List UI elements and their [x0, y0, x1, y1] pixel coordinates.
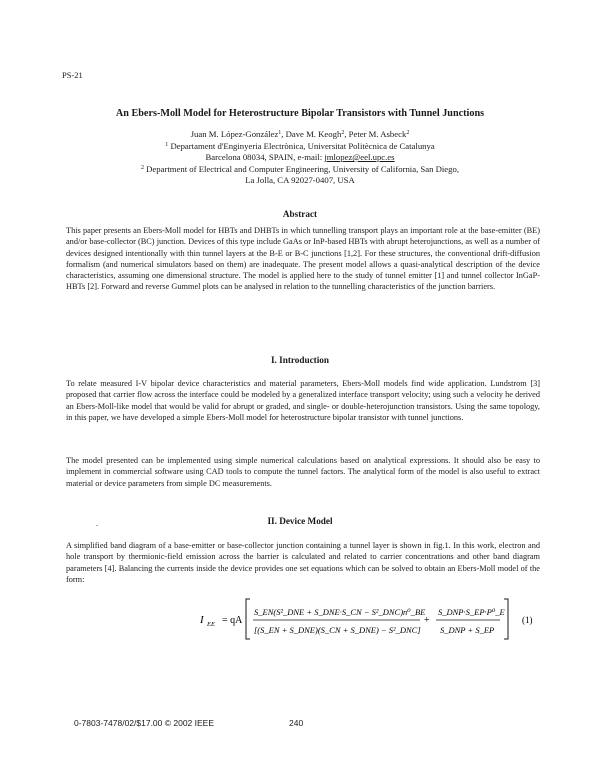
- equation-1: [200, 591, 540, 647]
- affiliation-1-city: Barcelona 08034, SPAIN, e-mail: jmlopez@eel.upc.es: [205, 152, 395, 162]
- eq-lhs-sub: EE: [207, 621, 215, 628]
- abstract-text: This paper presents an Ebers-Moll model for HBTs and DHBTs in which tunnelling transport plays an important role at the base-emitter (BE) and/or base-collector (BC) junction. Devices of this type include GaAs or InP-based HBTs with abrupt heterojunctions, as well as a number of devices designed intentionally with thin tunnel layers at the B-E or B-C junctions [1,2]. For these structures, the conventional drift-diffusion formalism (and numerical simulators based on them) are inadequate. The present model allows a quasi-analytical description of the device characteristics, assuming one dimensional structure. The model is applied here to the study of tunnel emitter [1] and tunnel collector InGaP-HBTs [2]. Forward and reverse Gummel plots can be analysed in relation to the tunnelling characteristics of the junction barriers.: [66, 226, 540, 292]
- device-model-heading: II. Device Model: [267, 516, 333, 526]
- eq-bracket-right: [504, 599, 508, 639]
- eq-num-2: S_DNP·S_EP·P⁰_E: [438, 607, 505, 617]
- eq-den-2: S_DNP + S_EP: [440, 625, 495, 635]
- page-number: 240: [289, 718, 304, 728]
- eq-plus: +: [424, 615, 430, 626]
- authors-block: [60, 129, 540, 187]
- affiliation-2-city: La Jolla, CA 92027-0407, USA: [245, 175, 355, 185]
- intro-heading: I. Introduction: [270, 355, 330, 365]
- eq-sign: = qA: [222, 615, 243, 626]
- intro-paragraph-2: The model presented can be implemented using simple numerical calculations based on analytical expressions. It should also be easy to implement in commercial software using CAD tools to compute the tunnel factors. The analytical form of the model is also useful to extract material or device parameters from simple DC measurements.: [66, 456, 540, 488]
- affiliation-2: $^2$ Department of Electrical and Computer Engineering, University of California, San Diego,: [140, 163, 460, 174]
- device-model-paragraph: A simplified band diagram of a base-emitter or base-collector junction containing a tunnel layer is shown in fig.1. In this work, electron and hole transport by thermionic-field emission across the barrier is calculated and related to carrier concentrations and other band diagram parameters [4]. Balancing the currents inside the device provides one set equations which can be solved to obtain an Ebers-Moll model of the form:: [66, 541, 540, 584]
- eq-bracket-left: [246, 599, 250, 639]
- eq-den-1: [(S_EN + S_DNE)(S_CN + S_DNE) − S²_DNC]: [254, 625, 421, 635]
- paper-id: PS-21: [62, 70, 83, 80]
- stray-mark: .: [96, 519, 98, 528]
- author-names: Juan M. López-González$^1$, Dave M. Keogh$^2$, Peter M. Asbeck$^2$: [190, 129, 410, 139]
- email-link[interactable]: jmlopez@eel.upc.es: [324, 152, 395, 162]
- paper-title: An Ebers-Moll Model for Heterostructure Bipolar Transistors with Tunnel Junctions: [115, 108, 485, 119]
- eq-num-1: S_EN(S²_DNE + S_DNE·S_CN − S²_DNC)n⁰_BE: [254, 607, 426, 617]
- eq-number: (1): [522, 615, 533, 625]
- copyright-line: 0-7803-7478/02/$17.00 © 2002 IEEE: [74, 718, 215, 728]
- intro-paragraph-1: To relate measured I-V bipolar device characteristics and material parameters, Ebers-Moll models find wide application. Lundstrom [3] proposed that carrier flow across the interface could be modeled by a generalized interface transport velocity; using such a velocity he derived an Ebers-Moll-like model that would be valid for abrupt or graded, and single- or double-heterojunction transistors. Using the same topology, in this paper, we have developed a simple Ebers-Moll model for heterostructure bipolar transistor with tunnel junctions.: [66, 379, 540, 422]
- eq-lhs: I: [200, 614, 204, 626]
- affiliation-1: $^1$ Departament d'Enginyeria Electrònica, Universitat Politècnica de Catalunya: [165, 140, 435, 151]
- abstract-heading: Abstract: [282, 209, 318, 219]
